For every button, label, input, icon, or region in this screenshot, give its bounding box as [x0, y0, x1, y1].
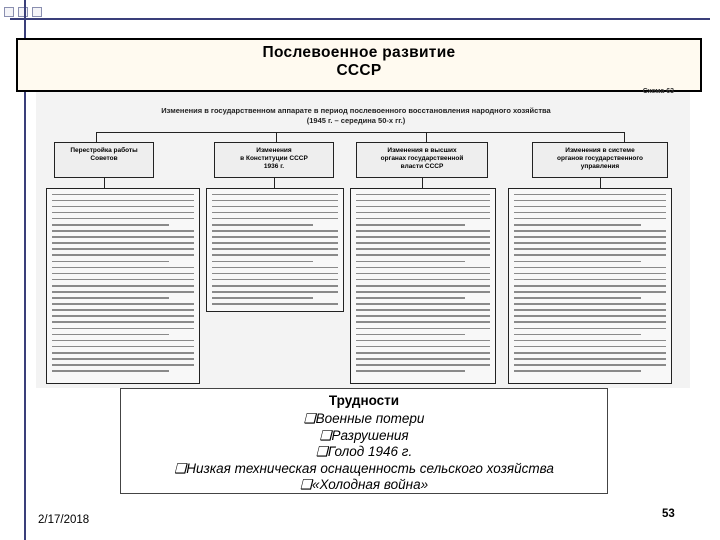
scanned-text-line: [356, 267, 490, 269]
scanned-text-line: [212, 303, 338, 305]
connector-line: [276, 132, 277, 142]
scanned-text-line: [212, 297, 313, 299]
scanned-text-line: [514, 285, 666, 287]
scanned-text-line: [514, 254, 666, 256]
scheme-heading: Изменения в государственном аппарате в период послевоенного восстановления народного хозяйства: [161, 106, 551, 115]
column-body: [206, 188, 344, 312]
scanned-text-line: [514, 291, 666, 293]
scanned-text-line: [514, 224, 641, 226]
scanned-text-line: [356, 285, 490, 287]
scanned-text-line: [52, 212, 194, 214]
scanned-text-line: [356, 297, 465, 299]
scanned-text-line: [212, 200, 338, 202]
scanned-text-line: [212, 212, 338, 214]
scanned-text-line: [52, 370, 169, 372]
difficulty-item: ❑Разрушения: [319, 427, 409, 443]
scanned-text-line: [356, 236, 490, 238]
scanned-text-line: [356, 242, 490, 244]
scanned-text-line: [52, 364, 194, 366]
scheme-number: Схема 63: [642, 88, 674, 95]
scanned-text-line: [52, 315, 194, 317]
scanned-text-line: [356, 230, 490, 232]
scanned-text-line: [356, 358, 490, 360]
scanned-text-line: [514, 242, 666, 244]
scanned-text-line: [52, 200, 194, 202]
column-header: Изменения в высших органах государственной власти СССР: [356, 142, 488, 178]
scanned-text-line: [52, 267, 194, 269]
scanned-text-line: [356, 352, 490, 354]
scanned-text-line: [52, 273, 194, 275]
corner-square: [32, 7, 42, 17]
scanned-text-line: [52, 248, 194, 250]
scanned-text-line: [514, 303, 666, 305]
scanned-text-line: [52, 279, 194, 281]
scanned-text-line: [514, 248, 666, 250]
scanned-text-line: [52, 254, 194, 256]
scanned-text-line: [52, 291, 194, 293]
column-body: [508, 188, 672, 384]
difficulty-item: ❑Голод 1946 г.: [315, 444, 413, 459]
scanned-text-line: [356, 200, 490, 202]
scanned-text-line: [52, 261, 169, 263]
scanned-text-line: [514, 309, 666, 311]
scanned-text-line: [356, 346, 490, 348]
scanned-text-line: [514, 346, 666, 348]
scanned-text-line: [356, 370, 465, 372]
slide-title-line2: СССР: [336, 62, 382, 79]
scanned-text-line: [514, 358, 666, 360]
scanned-text-line: [52, 321, 194, 323]
scanned-text-line: [212, 291, 338, 293]
difficulty-item: ❑Военные потери: [303, 411, 425, 426]
column-body: [350, 188, 496, 384]
column-header: Перестройка работы Советов: [54, 142, 154, 178]
scanned-text-line: [356, 291, 490, 293]
scanned-text-line: [514, 200, 666, 202]
scanned-text-line: [514, 370, 641, 372]
scanned-text-line: [356, 248, 490, 250]
scanned-text-line: [514, 236, 666, 238]
scanned-text-line: [514, 206, 666, 208]
scanned-text-line: [212, 279, 338, 281]
scanned-text-line: [212, 230, 338, 232]
scanned-text-line: [52, 230, 194, 232]
scanned-text-line: [356, 334, 465, 336]
scanned-text-line: [52, 236, 194, 238]
scanned-text-line: [514, 328, 666, 330]
scanned-text-line: [212, 273, 338, 275]
column-body: [46, 188, 200, 384]
column-header: Изменения в системе органов государственного управления: [532, 142, 668, 178]
scanned-text-line: [212, 224, 313, 226]
scanned-text-line: [52, 334, 169, 336]
scanned-text-line: [514, 352, 666, 354]
scanned-text-line: [212, 267, 338, 269]
title-box: [16, 38, 702, 92]
difficulties-box: [120, 388, 608, 494]
scheme-image: [36, 88, 690, 388]
scanned-text-line: [356, 194, 490, 196]
scanned-text-line: [52, 285, 194, 287]
scanned-text-line: [514, 273, 666, 275]
column-header: Изменения в Конституции СССР 1936 г.: [214, 142, 334, 178]
connector-line: [422, 178, 423, 188]
connector-line: [96, 132, 97, 142]
scanned-text-line: [212, 285, 338, 287]
scanned-text-line: [356, 279, 490, 281]
scanned-text-line: [356, 309, 490, 311]
page-number: 53: [662, 508, 675, 520]
scanned-text-line: [356, 321, 490, 323]
top-divider: [10, 18, 710, 20]
scanned-text-line: [52, 340, 194, 342]
scanned-text-line: [514, 279, 666, 281]
scanned-text-line: [52, 224, 169, 226]
scanned-text-line: [212, 248, 338, 250]
scanned-text-line: [514, 212, 666, 214]
scanned-text-line: [514, 218, 666, 220]
scanned-text-line: [52, 206, 194, 208]
scanned-text-line: [356, 206, 490, 208]
slide-title-line1: Послевоенное развитие: [262, 44, 456, 61]
scanned-text-line: [356, 315, 490, 317]
scanned-text-line: [52, 297, 169, 299]
scanned-text-line: [514, 230, 666, 232]
corner-square: [18, 7, 28, 17]
connector-line: [96, 132, 624, 133]
scanned-text-line: [356, 224, 465, 226]
scanned-text-line: [514, 267, 666, 269]
scanned-text-line: [356, 212, 490, 214]
scanned-text-line: [356, 328, 490, 330]
difficulty-item: ❑Низкая техническая оснащенность сельского хозяйства: [174, 460, 554, 476]
scanned-text-line: [356, 273, 490, 275]
scanned-text-line: [356, 303, 490, 305]
connector-line: [104, 178, 105, 188]
scanned-text-line: [212, 218, 338, 220]
scanned-text-line: [514, 297, 641, 299]
scanned-text-line: [514, 194, 666, 196]
slide-date: 2/17/2018: [38, 514, 90, 526]
difficulties-heading: Трудности: [328, 393, 400, 408]
scanned-text-line: [514, 321, 666, 323]
scanned-text-line: [514, 340, 666, 342]
scanned-text-line: [514, 364, 666, 366]
scanned-text-line: [212, 261, 313, 263]
scanned-text-line: [356, 254, 490, 256]
scanned-text-line: [52, 346, 194, 348]
difficulty-item: ❑«Холодная война»: [299, 477, 429, 492]
scanned-text-line: [514, 315, 666, 317]
scanned-text-line: [52, 328, 194, 330]
corner-square: [4, 7, 14, 17]
scheme-heading-period: (1945 г. – середина 50-х гг.): [306, 116, 406, 125]
scanned-text-line: [52, 352, 194, 354]
scanned-text-line: [514, 261, 641, 263]
scanned-text-line: [52, 242, 194, 244]
scanned-text-line: [356, 218, 490, 220]
connector-line: [624, 132, 625, 142]
scanned-text-line: [514, 334, 641, 336]
connector-line: [600, 178, 601, 188]
scanned-text-line: [212, 194, 338, 196]
scanned-text-line: [356, 364, 490, 366]
scanned-text-line: [212, 242, 338, 244]
scanned-text-line: [52, 358, 194, 360]
scanned-text-line: [212, 254, 338, 256]
scanned-text-line: [52, 309, 194, 311]
scanned-text-line: [212, 206, 338, 208]
connector-line: [274, 178, 275, 188]
scanned-text-line: [52, 218, 194, 220]
scanned-text-line: [356, 261, 465, 263]
connector-line: [426, 132, 427, 142]
scanned-text-line: [356, 340, 490, 342]
scanned-text-line: [52, 303, 194, 305]
scanned-text-line: [212, 236, 338, 238]
scanned-text-line: [52, 194, 194, 196]
